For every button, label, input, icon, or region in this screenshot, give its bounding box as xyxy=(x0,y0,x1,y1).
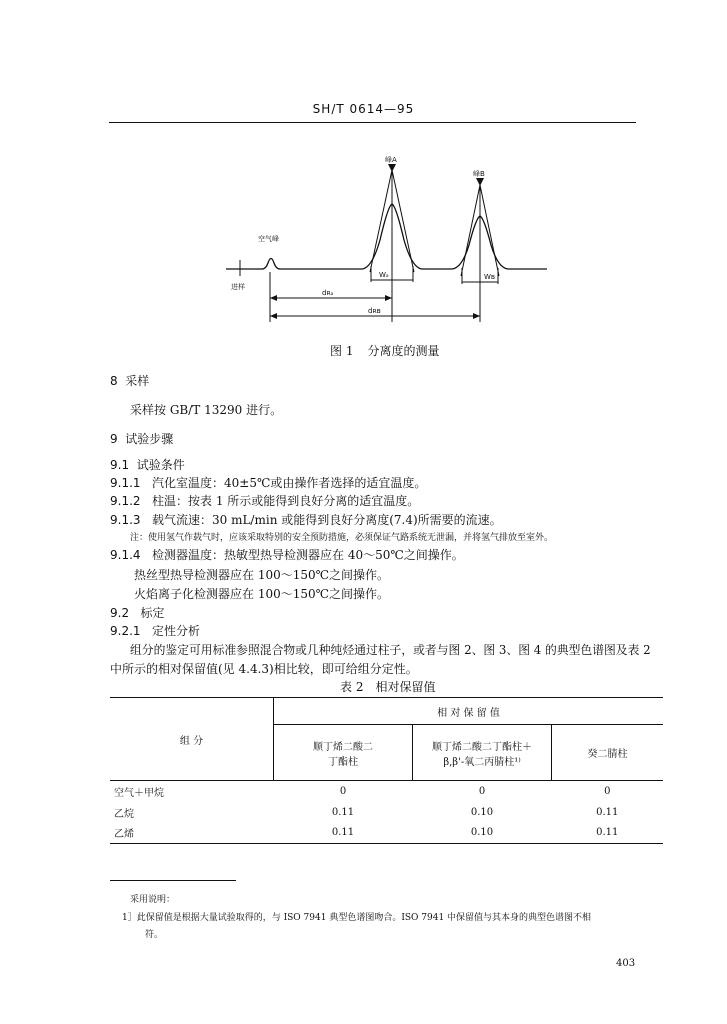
section-8-heading xyxy=(110,372,149,389)
row-value: 0.10 xyxy=(470,806,494,818)
page-number: 403 xyxy=(616,958,636,969)
footnote-line-1: 1］此保留值是根据大量试验取得的，与 ISO 7941 典型色谱图吻合。ISO 7941 中保留值与其本身的典型色谱图不相 xyxy=(122,913,592,923)
qualitative-text-line-1: 组分的鉴定可用标准参照混合物或几种纯烃通过柱子，或者与图 2、图 3、图 4 的典型色谱图及表 2 xyxy=(130,643,651,657)
qualitative-text-line-2: 中所示的相对保留值(见 4.4.3)相比较，即可给组分定性。 xyxy=(110,662,418,676)
clause-9-1-1 xyxy=(110,474,426,491)
row-value: 0.11 xyxy=(552,823,664,844)
table-row xyxy=(110,802,663,823)
peak-b-label: 峰B xyxy=(473,170,485,178)
section-8-number: 8 xyxy=(110,374,118,388)
separation-chromatogram-figure xyxy=(0,150,727,340)
relative-retention-table xyxy=(110,697,663,844)
row-value: 0 xyxy=(478,785,486,797)
tangent-a-left xyxy=(370,170,392,272)
clause-9-1-1-number: 9.1.1 xyxy=(110,476,141,490)
clause-9-1-2 xyxy=(110,492,419,509)
table-caption-text: 相对保留值 xyxy=(375,680,436,694)
section-9-heading xyxy=(110,430,173,447)
clause-9-1-2-text: 柱温：按表 1 所示或能得到良好分离的适宜温度。 xyxy=(152,494,420,508)
section-9-title: 试验步骤 xyxy=(125,432,174,446)
distance-b-label: dʀʙ xyxy=(368,307,381,315)
header-rule xyxy=(109,122,636,123)
width-b-label: Wʙ xyxy=(484,273,495,281)
retention-group-header: 相 对 保 留 值 xyxy=(274,698,664,725)
width-a-label: Wₐ xyxy=(379,271,389,279)
row-value: 0.11 xyxy=(331,806,355,818)
footnote-line-2: 符。 xyxy=(145,930,164,940)
table-caption xyxy=(340,678,447,695)
column-header-2-line-1: 顺丁烯二酸二丁酯柱＋ xyxy=(432,741,532,753)
clause-9-1-4-number: 9.1.4 xyxy=(110,548,141,562)
clause-9-2-1 xyxy=(110,622,200,639)
clause-9-1-4 xyxy=(110,546,464,563)
footnote-rule xyxy=(110,880,236,881)
column-header-1-line-1: 顺丁烯二酸二 xyxy=(313,741,373,753)
clause-9-2-title: 标定 xyxy=(140,606,165,620)
injection-label: 进样 xyxy=(231,283,245,291)
clause-9-1-1-text: 汽化室温度：40±5℃或由操作者选择的适宜温度。 xyxy=(152,476,427,490)
row-component: 乙烯 xyxy=(110,823,274,844)
clause-9-1 xyxy=(110,456,185,473)
clause-9-1-2-number: 9.1.2 xyxy=(110,494,141,508)
clause-9-2 xyxy=(110,604,165,621)
peak-a-label: 峰A xyxy=(385,156,397,164)
section-8-title: 采样 xyxy=(125,374,150,388)
column-header-1-line-2: 丁酯柱 xyxy=(328,756,358,768)
row-component: 空气＋甲烷 xyxy=(114,787,164,799)
figure-caption-text: 分离度的测量 xyxy=(367,344,440,358)
section-9-number: 9 xyxy=(110,432,118,446)
row-value: 0.11 xyxy=(596,806,619,818)
row-component: 乙烷 xyxy=(114,808,134,820)
row-value: 0 xyxy=(604,785,611,797)
tangent-b-right xyxy=(480,185,499,276)
figure-caption xyxy=(330,342,453,359)
clause-9-1-3 xyxy=(110,511,502,528)
doc-header: SH/T 0614—95 xyxy=(312,102,415,116)
column-header-combined xyxy=(413,725,552,781)
clause-9-1-number: 9.1 xyxy=(110,458,130,472)
tangent-a-right xyxy=(392,170,414,272)
carrier-gas-note: 注：使用氢气作载气时，应该采取特别的安全预防措施，必须保证气路系统无泄漏，并将氢气排放至室外。 xyxy=(130,533,554,543)
footnote-title: 采用说明： xyxy=(130,895,176,905)
column-header-dibutyl-maleate xyxy=(274,725,413,781)
table-row xyxy=(110,781,663,802)
clause-9-1-text: 试验条件 xyxy=(136,458,185,472)
table-header-row-1 xyxy=(110,698,663,725)
clause-9-2-number: 9.2 xyxy=(110,606,130,620)
clause-9-1-3-text: 载气流速：30 mL/min 或能得到良好分离度(7.4)所需要的流速。 xyxy=(152,513,502,527)
fid-detector-text: 火焰离子化检测器应在 100～150℃之间操作。 xyxy=(134,587,390,601)
clause-9-2-1-title: 定性分析 xyxy=(152,624,201,638)
clause-9-1-3-number: 9.1.3 xyxy=(110,513,141,527)
hotwire-detector-text: 热丝型热导检测器应在 100～150℃之间操作。 xyxy=(134,568,390,582)
clause-9-1-4-text: 检测器温度：热敏型热导检测器应在 40～50℃之间操作。 xyxy=(152,548,464,562)
row-value: 0.10 xyxy=(413,823,552,844)
tangent-b-left xyxy=(461,185,480,276)
component-header: 组 分 xyxy=(110,698,274,781)
row-value: 0.11 xyxy=(274,823,413,844)
figure-caption-number: 图 1 xyxy=(330,344,354,358)
clause-9-2-1-number: 9.2.1 xyxy=(110,624,141,638)
distance-a-label: dʀₐ xyxy=(322,289,334,297)
section-8-text: 采样按 GB/T 13290 进行。 xyxy=(130,403,283,417)
column-header-sebaconitrile: 癸二腈柱 xyxy=(552,725,664,781)
table-caption-number: 表 2 xyxy=(340,680,364,694)
table-row xyxy=(110,823,663,844)
column-header-2-line-2: β,β'-氧二丙腈柱¹⁾ xyxy=(443,756,521,768)
row-value: 0 xyxy=(339,785,347,797)
air-peak-label: 空气峰 xyxy=(258,235,279,243)
